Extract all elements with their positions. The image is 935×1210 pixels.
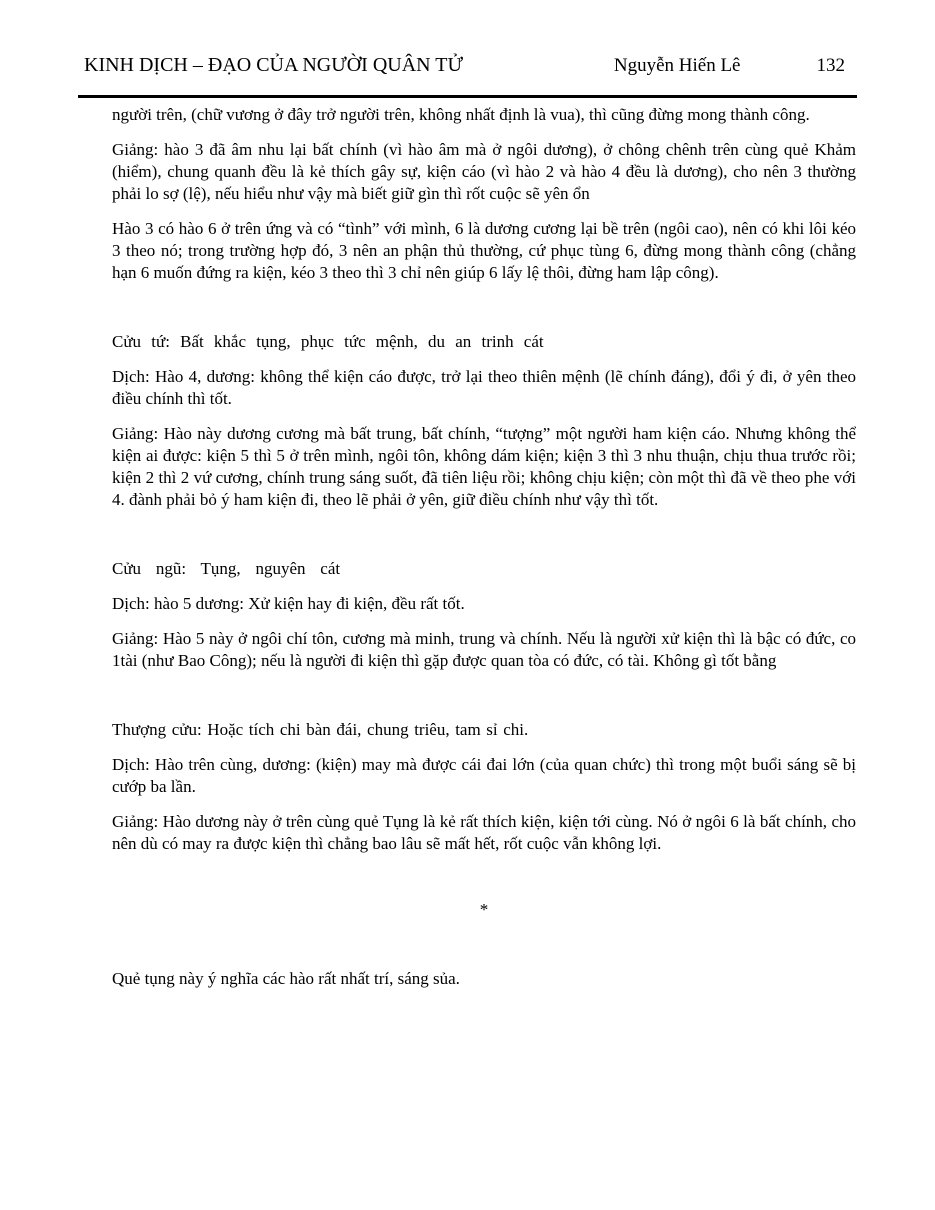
page-number: 132	[816, 55, 845, 76]
page-body	[0, 98, 935, 990]
book-title: KINH DỊCH – ĐẠO CỦA NGƯỜI QUÂN TỬ	[84, 54, 463, 76]
giang-hao-3: Giảng: hào 3 đã âm nhu lại bất chính (vì hào âm mà ở ngôi dương), ở chông chênh trên cùng quẻ Khảm (hiểm), chung quanh đều là kẻ thích gây sự, kiện cáo (vì hào 2 và hào 4 đều là dương), cho nên 3 thường phải lo sợ (lệ), nếu hiểu như vậy mà biết giữ gìn thì rốt cuộc sẽ yên ổn	[112, 140, 856, 203]
page-header	[0, 0, 935, 79]
section-separator: *	[479, 900, 489, 919]
cuu-ngu-statement: Cửu ngũ: Tụng, nguyên cát	[112, 559, 341, 578]
dich-hao-6: Dịch: Hào trên cùng, dương: (kiện) may mà được cái đai lớn (của quan chức) thì trong một buổi sáng sẽ bị cướp ba lần.	[112, 755, 856, 796]
giang-hao-4: Giảng: Hào này dương cương mà bất trung, bất chính, “tượng” một người ham kiện cáo. Nhưng không thể kiện ai được: kiện 5 thì 5 ở trên mình, ngôi tôn, không dám kiện; kiện 3 thì 3 nhu thuận, chịu thua trước rồi; kiện 2 thì 2 vứ cương, chính trung sáng suốt, đã tiên liệu rồi; không chịu kiện; còn một thì đã về theo phe với 4. đành phải bỏ ý ham kiện đi, theo lẽ phải ở yên, giữ điều chính như vậy thì tốt.	[112, 424, 856, 509]
continuation-paragraph: người trên, (chữ vương ở đây trở người trên, không nhất định là vua), thì cũng đừng mong thành công.	[112, 105, 810, 124]
cuu-tu-statement: Cửu tứ: Bất khắc tụng, phục tức mệnh, du an trinh cát	[112, 332, 544, 351]
dich-hao-4: Dịch: Hào 4, dương: không thể kiện cáo được, trở lại theo thiên mệnh (lẽ chính đáng), đổi ý đi, ở yên theo điều chính thì tốt.	[112, 367, 856, 408]
author-name: Nguyễn Hiến Lê	[613, 55, 741, 76]
giang-hao-5: Giảng: Hào 5 này ở ngôi chí tôn, cương mà minh, trung và chính. Nếu là người xử kiện thì là bậc có đức, co 1tài (như Bao Công); nếu là người đi kiện thì gặp được quan tòa có đức, có tài. Không gì tốt bằng	[112, 629, 856, 670]
closing-remark: Quẻ tụng này ý nghĩa các hào rất nhất trí, sáng sủa.	[112, 969, 460, 988]
dich-hao-5: Dịch: hào 5 dương: Xử kiện hay đi kiện, đều rất tốt.	[112, 594, 465, 613]
thuong-cuu-statement: Thượng cửu: Hoặc tích chi bàn đái, chung triêu, tam sỉ chi.	[112, 720, 529, 739]
hao-3-hao-6-paragraph: Hào 3 có hào 6 ở trên ứng và có “tình” với mình, 6 là dương cương lại bề trên (ngôi cao), nên có khi lôi kéo 3 theo nó; trong trường hợp đó, 3 nên an phận thủ thường, cứ phục tùng 6, đừng mong thành công (chẳng hạn 6 muốn đứng ra kiện, kéo 3 theo thì 3 chỉ nên giúp 6 lấy lệ thôi, đừng ham lập công).	[112, 219, 856, 282]
giang-hao-6: Giảng: Hào dương này ở trên cùng quẻ Tụng là kẻ rất thích kiện, kiện tới cùng. Nó ở ngôi 6 là bất chính, cho nên dù có may ra được kiện thì chẳng bao lâu sẽ mất hết, rốt cuộc vẫn không lợi.	[112, 812, 856, 853]
